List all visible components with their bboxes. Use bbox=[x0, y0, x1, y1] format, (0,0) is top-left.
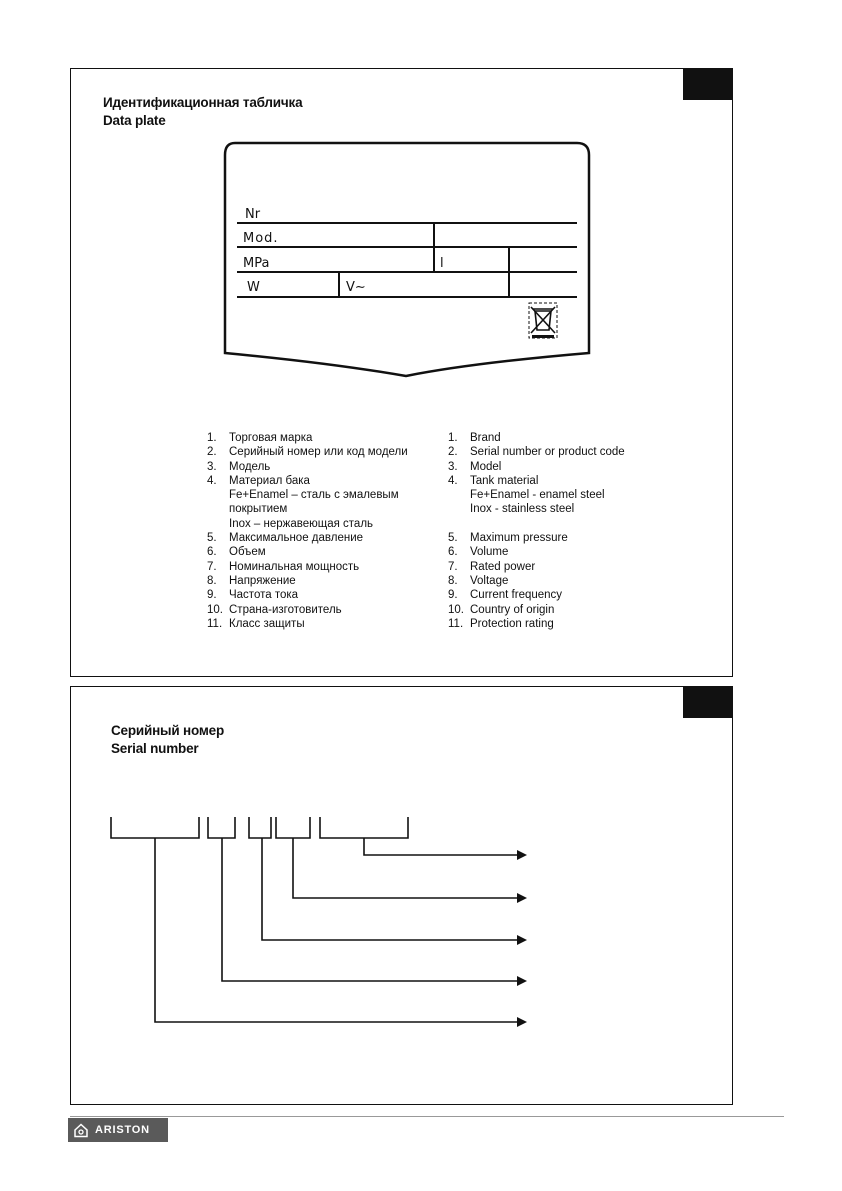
serial-segment-3 bbox=[249, 817, 271, 838]
list-item: 8. Напряжение bbox=[207, 574, 296, 587]
plate-w-label: W bbox=[247, 280, 260, 295]
crossed-out-wheelie-bin-icon bbox=[529, 303, 557, 338]
data-plate-diagram bbox=[221, 141, 593, 381]
arrowhead-4 bbox=[517, 976, 527, 986]
plate-nr-label: Nr bbox=[245, 207, 261, 222]
plate-l-label: l bbox=[440, 256, 444, 271]
list-item: 2. Serial number or product code bbox=[448, 446, 625, 459]
list-item: 1. Торговая марка bbox=[207, 432, 313, 444]
brand-name: ARISTON bbox=[95, 1124, 150, 1136]
page-tab-marker bbox=[683, 686, 733, 718]
list-item: 2. Серийный номер или код модели bbox=[207, 446, 408, 459]
serial-segment-4 bbox=[276, 817, 310, 838]
serial-number-diagram bbox=[101, 812, 541, 1032]
ariston-logo bbox=[68, 1118, 168, 1142]
arrowhead-1 bbox=[517, 850, 527, 860]
serial-number-heading bbox=[111, 722, 224, 758]
legend-list-en bbox=[448, 431, 625, 631]
list-item: 11. Класс защиты bbox=[207, 617, 305, 630]
serial-connector-3 bbox=[262, 838, 519, 940]
arrowhead-2 bbox=[517, 893, 527, 903]
heading-ru: Серийный номер bbox=[111, 723, 224, 738]
heading-ru: Идентификационная табличка bbox=[103, 95, 303, 110]
serial-connector-5 bbox=[364, 838, 519, 855]
list-item: Fe+Enamel - enamel steel bbox=[470, 489, 605, 502]
data-plate-heading bbox=[103, 94, 302, 130]
house-icon bbox=[73, 1122, 89, 1138]
list-item: 5. Максимальное давление bbox=[207, 532, 364, 545]
serial-connector-1 bbox=[155, 838, 519, 1022]
heading-en: Serial number bbox=[111, 741, 199, 756]
list-item: 6. Volume bbox=[448, 546, 509, 559]
data-plate-panel bbox=[70, 68, 733, 677]
list-item: 1. Brand bbox=[448, 432, 501, 444]
list-item: 10. Страна-изготовитель bbox=[207, 603, 342, 616]
list-item: 8. Voltage bbox=[448, 574, 509, 587]
footer-rule bbox=[70, 1116, 784, 1117]
list-item: 4. Tank material bbox=[448, 474, 539, 487]
serial-segment-1 bbox=[111, 817, 199, 838]
list-item: покрытием bbox=[229, 503, 288, 516]
serial-segment-5 bbox=[320, 817, 408, 838]
list-item bbox=[448, 517, 625, 531]
serial-segment-2 bbox=[208, 817, 235, 838]
arrowhead-3 bbox=[517, 935, 527, 945]
legend-list-ru bbox=[207, 431, 408, 631]
list-item: 4. Материал бака bbox=[207, 474, 310, 487]
plate-outline bbox=[225, 143, 589, 376]
list-item: 9. Current frequency bbox=[448, 589, 563, 602]
list-item: 10. Country of origin bbox=[448, 603, 555, 616]
serial-connector-4 bbox=[293, 838, 519, 898]
list-item: Inox – нержавеющая сталь bbox=[229, 517, 374, 530]
list-item: 7. Rated power bbox=[448, 560, 536, 573]
list-item: 7. Номинальная мощность bbox=[207, 560, 360, 573]
serial-number-panel bbox=[70, 686, 733, 1105]
list-item: 11. Protection rating bbox=[448, 617, 554, 630]
serial-connector-2 bbox=[222, 838, 519, 981]
page-tab-marker bbox=[683, 68, 733, 100]
list-item: 6. Объем bbox=[207, 546, 266, 559]
plate-v-label: V∼ bbox=[346, 280, 366, 295]
plate-mod-label: Mod. bbox=[243, 231, 279, 246]
list-item: Inox - stainless steel bbox=[470, 503, 575, 516]
list-item: 3. Model bbox=[448, 460, 502, 473]
list-item: 9. Частота тока bbox=[207, 589, 299, 602]
plate-mpa-label: MPa bbox=[243, 256, 270, 271]
list-item: 3. Модель bbox=[207, 460, 271, 473]
arrowhead-5 bbox=[517, 1017, 527, 1027]
heading-en: Data plate bbox=[103, 113, 166, 128]
list-item: 5. Maximum pressure bbox=[448, 532, 568, 545]
list-item: Fe+Enamel – сталь с эмалевым bbox=[229, 489, 399, 502]
